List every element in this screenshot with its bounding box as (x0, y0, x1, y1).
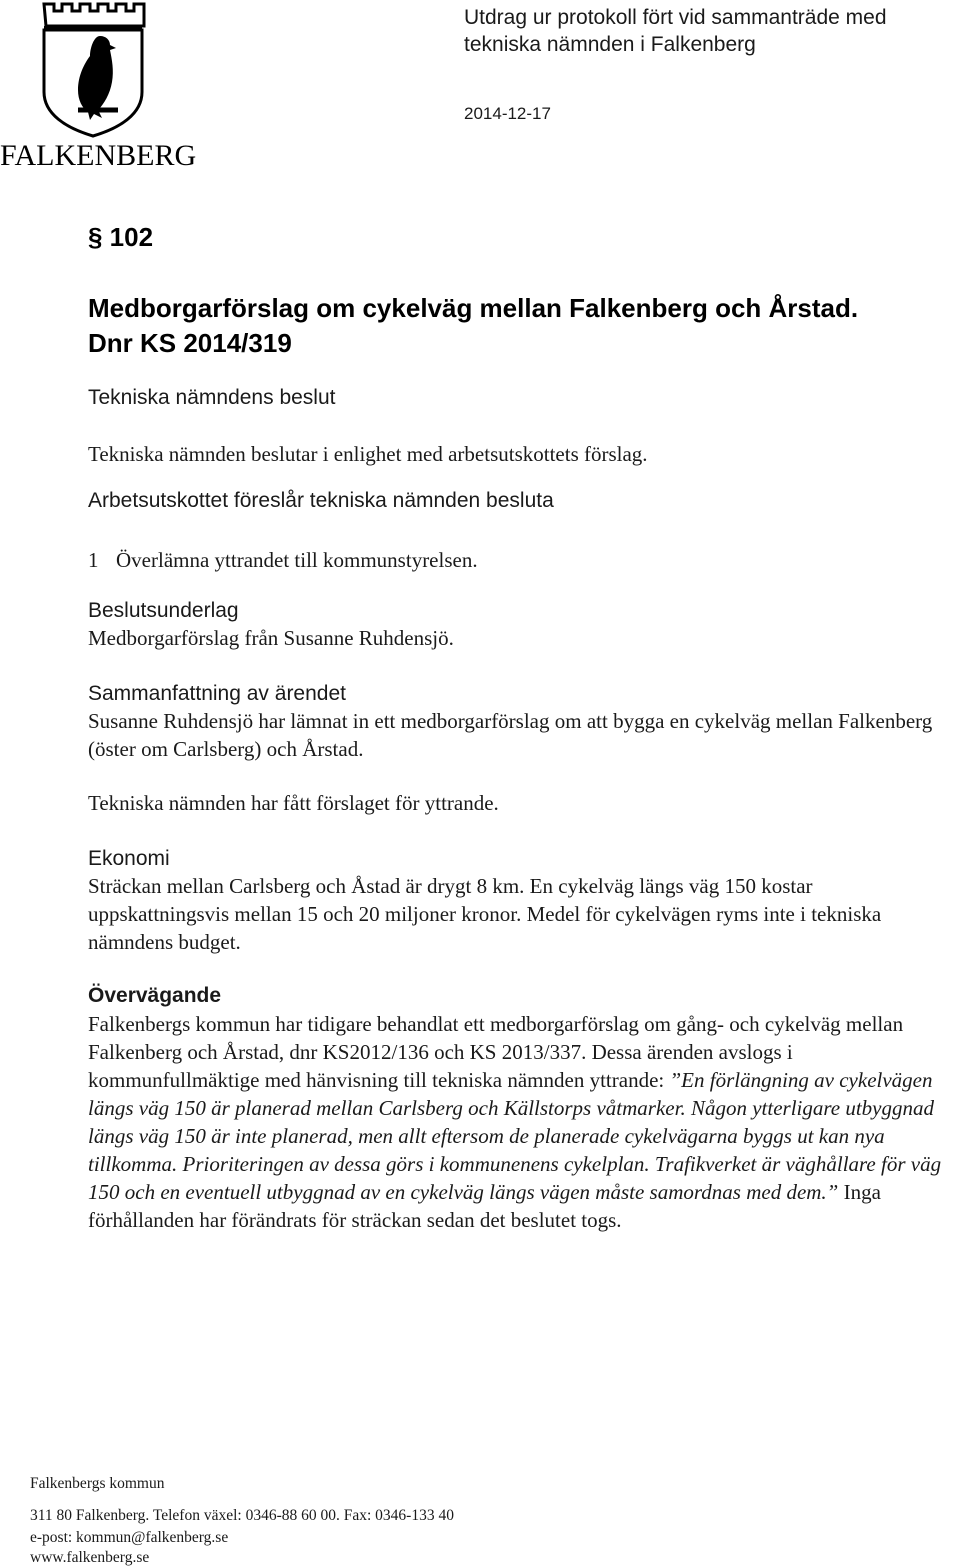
basis-heading: Beslutsunderlag (88, 599, 239, 622)
decision-heading: Tekniska nämndens beslut (88, 386, 336, 409)
protocol-date: 2014-12-17 (464, 104, 551, 123)
proposal-heading-bold: Arbetsutskottet (88, 489, 229, 512)
title-line-1: Medborgarförslag om cykelväg mellan Falkenberg och Årstad. (88, 293, 859, 323)
proposal-heading-rest: föreslår tekniska nämnden besluta (233, 489, 554, 512)
consideration-outro: Inga förhållanden har förändrats för sträckan sedan det beslutet togs. (88, 1180, 881, 1232)
summary-text-2: Tekniska nämnden har fått förslaget för yttrande. (88, 791, 499, 815)
economy-heading: Ekonomi (88, 847, 170, 870)
consideration-text (88, 1010, 960, 1234)
footer-address: 311 80 Falkenberg. Telefon växel: 0346-88 60 00. Fax: 0346-133 40 (30, 1507, 454, 1524)
summary-text: Susanne Ruhdensjö har lämnat in ett medborgarförslag om att bygga en cykelväg mellan Falkenberg (öster om Carlsberg) och Årstad. (88, 709, 933, 761)
economy-text: Sträckan mellan Carlsberg och Åstad är drygt 8 km. En cykelväg längs väg 150 kostar uppskattningsvis mellan 15 och 20 miljoner kronor. Medel för cykelvägen ryms inte i tekniska nämndens budget. (88, 874, 882, 954)
proposal-heading (88, 487, 960, 514)
proposal-item-number: 1 (88, 548, 99, 572)
falkenberg-crest-logo (38, 0, 148, 138)
proposal-item-text: Överlämna yttrandet till kommunstyrelsen. (116, 548, 478, 572)
decision-text: Tekniska nämnden beslutar i enlighet med arbetsutskottets förslag. (88, 442, 648, 466)
paragraph-number: § 102 (88, 222, 154, 252)
page-title (88, 291, 948, 361)
footer-website[interactable]: www.falkenberg.se (30, 1549, 150, 1566)
footer-email[interactable]: e-post: kommun@falkenberg.se (30, 1529, 229, 1546)
footer-org: Falkenbergs kommun (30, 1475, 165, 1492)
summary-heading: Sammanfattning av ärendet (88, 682, 346, 705)
protocol-header-title: Utdrag ur protokoll fört vid sammanträde med tekniska nämnden i Falkenberg (464, 6, 887, 56)
basis-text: Medborgarförslag från Susanne Ruhdensjö. (88, 626, 454, 650)
consideration-intro: Falkenbergs kommun har tidigare behandlat ett medborgarförslag om gång- och cykelväg mellan Falkenberg och Årstad, dnr KS2012/136 och KS 2013/337. Dessa ärenden avslogs i kommunfullmäktige med hänvisning till tekniska nämnden yttrande: (88, 1012, 904, 1092)
proposal-item (88, 546, 960, 574)
consideration-heading: Övervägande (88, 984, 222, 1007)
falkenberg-wordmark: FALKENBERG (0, 139, 197, 172)
title-line-2: Dnr KS 2014/319 (88, 328, 292, 358)
consideration-quote: ”En förlängning av cykelvägen längs väg 150 är planerad mellan Carlsberg och Källstorps våtmarker. Någon ytterligare utbyggnad längs väg 150 är inte planerad, men allt eftersom de planerade cykelvägarna byggs ut kan nya tillkomma. Prioriteringen av dessa görs i kommunenens cykelplan. Trafikverket är väghållare för väg 150 och en eventuell utbyggnad av en cykelväg längs vägen måste samordnas med dem.” (88, 1068, 942, 1204)
